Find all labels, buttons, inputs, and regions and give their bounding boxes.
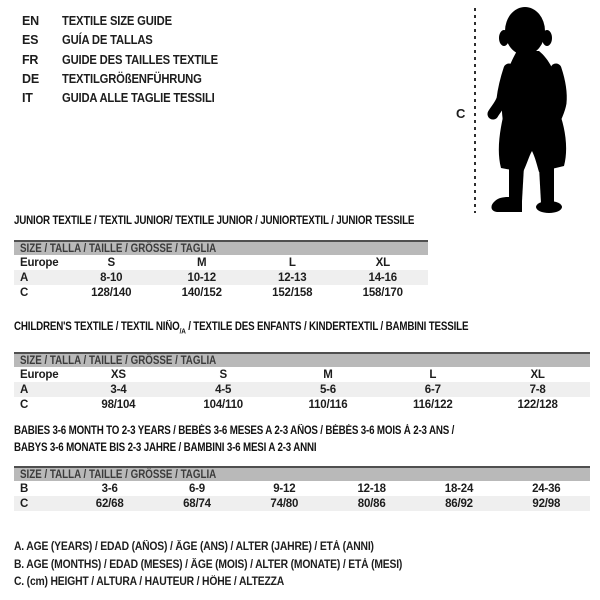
size-table-babies	[14, 466, 590, 511]
row-label: Europe	[20, 368, 59, 381]
table-cell: M	[197, 256, 207, 269]
table-cell: 24-36	[532, 482, 561, 495]
table-cell: 98/104	[101, 398, 136, 411]
table-header-label: SIZE / TALLA / TAILLE / GRÖSSE / TAGLIA	[20, 242, 217, 255]
table-cell: 104/110	[203, 398, 243, 411]
table-row-europe	[14, 255, 428, 270]
size-table-junior	[14, 240, 428, 300]
table-cell: XL	[375, 256, 390, 269]
language-item-de	[22, 70, 235, 89]
row-label: A	[20, 271, 29, 284]
table-cell: 18-24	[444, 482, 474, 495]
table-cell: 122/128	[517, 398, 558, 411]
language-item-en	[22, 12, 235, 31]
row-label: C	[20, 398, 29, 411]
section-title-line: JUNIOR TEXTILE / TEXTIL JUNIOR/ TEXTILE JUNIOR / JUNIORTEXTIL / JUNIOR TESSILE	[14, 215, 415, 227]
table-cell: 6-9	[188, 482, 205, 495]
table-cell: 128/140	[91, 286, 132, 299]
section-title-line: CHILDREN'S TEXTILE / TEXTIL $NIÑO_{/A}$ / TEXTILE DES ENFANTS / KINDERTEXTIL / BAMBINI TESSILE	[14, 321, 469, 336]
language-label: GUIDA ALLE TAGLIE TESSILI	[62, 91, 215, 106]
language-label: TEXTILE SIZE GUIDE	[62, 14, 172, 28]
table-header-bar	[14, 352, 590, 367]
table-cell: 80/86	[357, 497, 386, 510]
table-cell: 92/98	[532, 497, 561, 510]
table-cell: 7-8	[529, 383, 546, 396]
table-cell: 140/152	[181, 286, 222, 299]
row-label: C	[20, 286, 29, 299]
table-cell: 5-6	[319, 383, 336, 396]
legend-line-height-cm: C. (cm) HEIGHT / ALTURA / HAUTEUR / HÖHE / ALTEZZA	[14, 576, 285, 589]
table-cell: 4-5	[215, 383, 232, 396]
language-code: EN	[22, 14, 39, 28]
measure-label-c: C	[456, 106, 466, 121]
height-measure-dashed-line	[474, 8, 476, 213]
table-cell: 116/122	[413, 398, 453, 411]
table-row-b	[14, 481, 590, 496]
table-cell: 74/80	[270, 497, 299, 510]
table-cell: L	[288, 256, 296, 269]
table-row-europe	[14, 367, 590, 382]
row-label: B	[20, 482, 29, 495]
table-header-bar	[14, 240, 428, 255]
table-header-label: SIZE / TALLA / TAILLE / GRÖSSE / TAGLIA	[20, 354, 217, 367]
legend-line-age-years: A. AGE (YEARS) / EDAD (AÑOS) / ÂGE (ANS) / ALTER (JAHRE) / ETÀ (ANNI)	[14, 541, 374, 553]
table-cell: S	[219, 368, 227, 381]
table-row-c	[14, 397, 590, 412]
table-cell: 14-16	[368, 271, 397, 284]
language-code: DE	[22, 71, 39, 86]
section-title-line: BABYS 3-6 MONATE BIS 2-3 JAHRE / BAMBINI 3-6 MESI A 2-3 ANNI	[14, 441, 317, 454]
table-header-bar	[14, 466, 590, 481]
row-label: C	[20, 497, 29, 510]
table-cell: 3-4	[110, 383, 127, 396]
row-label: Europe	[20, 256, 59, 269]
table-cell: 110/116	[308, 398, 348, 411]
language-item-it	[22, 89, 235, 108]
table-cell: 62/68	[95, 497, 124, 510]
language-label: TEXTILGRÖßENFÜHRUNG	[62, 71, 202, 86]
legend-line-age-months: B. AGE (MONTHS) / EDAD (MESES) / ÂGE (MOIS) / ALTER (MONATE) / ETÀ (MESI)	[14, 558, 403, 571]
baby-silhouette-icon	[487, 5, 579, 213]
language-label: GUÍA DE TALLAS	[62, 33, 153, 48]
table-row-a	[14, 382, 590, 397]
table-cell: 68/74	[183, 497, 211, 510]
table-cell: 3-6	[101, 482, 118, 495]
table-cell: 10-12	[187, 271, 216, 284]
table-header-label: SIZE / TALLA / TAILLE / GRÖSSE / TAGLIA	[20, 468, 217, 481]
section-title-junior	[14, 213, 485, 230]
table-row-c	[14, 285, 428, 300]
language-item-es	[22, 31, 235, 50]
language-label: GUIDE DES TAILLES TEXTILE	[62, 52, 218, 67]
table-cell: XS	[110, 368, 126, 381]
legend	[14, 539, 445, 592]
size-table-children	[14, 352, 590, 412]
table-cell: 6-7	[424, 383, 441, 396]
language-item-fr	[22, 51, 235, 70]
table-cell: 152/158	[272, 286, 313, 299]
row-label: A	[20, 383, 29, 396]
table-cell: 12-13	[278, 271, 307, 284]
section-title-children	[14, 319, 548, 340]
table-cell: S	[107, 256, 115, 269]
table-cell: 8-10	[100, 271, 123, 284]
table-cell: L	[429, 368, 437, 381]
table-cell: 9-12	[273, 482, 296, 495]
table-cell: 12-18	[357, 482, 386, 495]
table-cell: 158/170	[362, 286, 403, 299]
language-code: IT	[22, 91, 33, 106]
table-row-c	[14, 496, 590, 511]
language-list	[22, 12, 235, 108]
table-cell: M	[323, 368, 333, 381]
language-code: FR	[22, 52, 39, 67]
table-row-a	[14, 270, 428, 285]
section-title-babies	[14, 423, 532, 456]
section-title-line: BABIES 3-6 MONTH TO 2-3 YEARS / BEBÉS 3-6 MESES A 2-3 AÑOS / BÉBÉS 3-6 MOIS À 2-3 ANS /	[14, 425, 455, 437]
language-code: ES	[22, 33, 39, 48]
table-cell: 86/92	[445, 497, 473, 510]
table-cell: XL	[530, 368, 545, 381]
